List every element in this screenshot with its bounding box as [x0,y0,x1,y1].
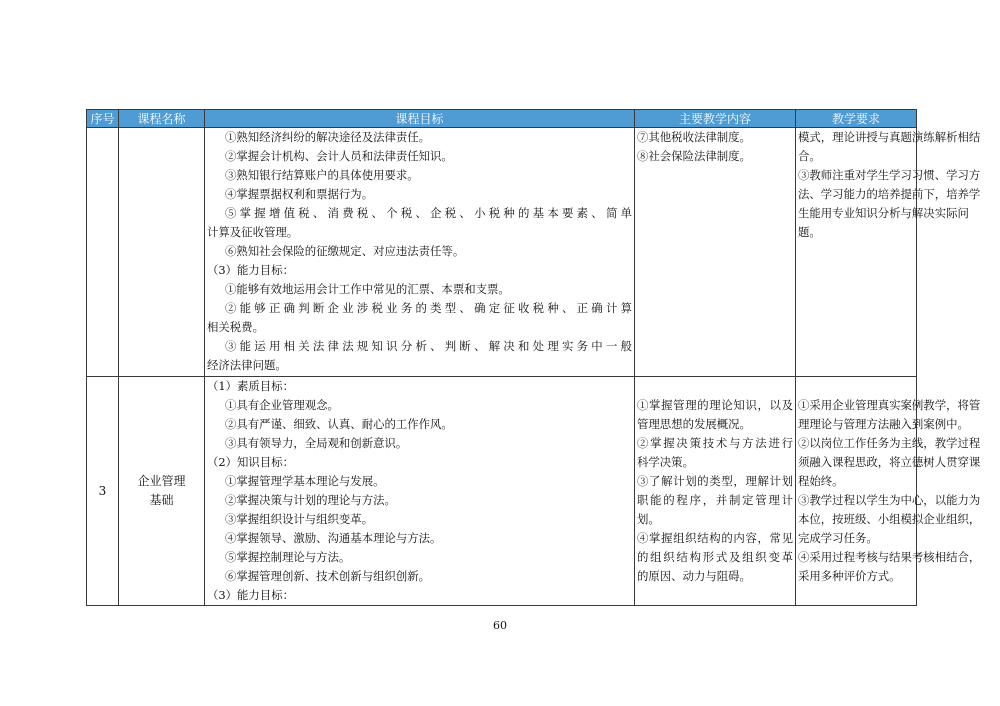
course-table [86,109,981,606]
goal-line: ①掌握管理学基本理论与发展。 [225,474,385,488]
goal-line: 计算及征收管理。 [207,225,299,239]
goal-line: ③掌握组织设计与组织变革。 [225,512,374,526]
header-row [87,110,917,128]
requirement-line: 程始终。 [798,474,844,488]
header-course-name: 课程名称 [119,110,205,128]
goal-line: ②具有严谨、细致、认真、耐心的工作作风。 [225,417,453,431]
goal-line: ④掌握领导、激励、沟通基本理论与方法。 [225,531,442,545]
content-line: ⑦其他税收法律制度。 [637,130,751,144]
goal-section-heading: （3）能力目标： [207,263,294,277]
page-number: 60 [493,619,507,632]
requirements-cell [796,377,981,606]
goal-section-heading: （1）素质目标： [207,379,294,393]
content-line: 职能的程序，并制定管理计 [637,493,793,507]
goal-line: ④掌握票据权利和票据行为。 [225,187,374,201]
table-row [87,377,917,606]
content-line: 管理思想的发展概况。 [637,417,751,431]
header-course-goals: 课程目标 [205,110,635,128]
row-index-cell: 3 [87,377,119,606]
requirement-line: 本位，按班级、小组模拟企业组织， [798,512,981,526]
content-line: ④掌握组织结构的内容，常见 [637,531,793,545]
requirement-line: 理理论与管理方法融入到案例中。 [798,417,969,431]
requirement-line: ④采用过程考核与结果考核相结合， [798,550,981,564]
requirement-line: 须融入课程思政，将立德树人贯穿课 [798,455,981,469]
content-line: 的原因、动力与阻碍。 [637,569,751,583]
main-content-cell [635,377,796,606]
course-name-cell [119,377,205,606]
requirement-line: ③教师注重对学生学习习惯、学习方 [798,168,981,182]
requirement-line [798,377,914,396]
requirements-cell [796,128,981,377]
requirement-line: 模式，理论讲授与真题演练解析相结 [798,130,981,144]
requirement-line: 法、学习能力的培养提前下，培养学 [798,187,981,201]
table-row [87,128,917,377]
main-content-cell [635,128,796,377]
course-goals-cell [205,128,635,377]
goal-line: 经济法律问题。 [207,358,287,372]
row-index-cell [87,128,119,377]
requirement-line: ②以岗位工作任务为主线，教学过程 [798,436,981,450]
requirement-line: ①采用企业管理真实案例教学，将管 [798,398,981,412]
goal-line: 相关税费。 [207,320,264,334]
requirement-line: 生能用专业知识分析与解决实际问 [798,206,969,220]
goal-line: ①熟知经济纠纷的解决途径及法律责任。 [225,130,431,144]
goal-line: ①能够有效地运用会计工作中常见的汇票、本票和支票。 [225,282,510,296]
requirement-line: ③教学过程以学生为中心，以能力为 [798,493,981,507]
requirement-line: 合。 [798,149,821,163]
goal-line: ②掌握决策与计划的理论与方法。 [225,493,396,507]
goal-line: ②能够正确判断企业涉税业务的类型、确定征收税种、正确计算 [225,301,632,315]
goal-line: ③具有领导力，全局观和创新意识。 [225,436,408,450]
goal-line: ⑥掌握管理创新、技术创新与组织创新。 [225,569,431,583]
course-name-line: 企业管理 [137,474,186,488]
content-line: 的组织结构形式及组织变革 [637,550,793,564]
content-line [637,377,793,396]
header-main-content: 主要教学内容 [635,110,796,128]
goal-section-heading: （2）知识目标： [207,455,294,469]
goal-line: ⑥熟知社会保险的征缴规定、对应违法责任等。 [225,244,465,258]
content-line: 科学决策。 [637,455,694,469]
course-goals-cell [205,377,635,606]
goal-line: ②掌握会计机构、会计人员和法律责任知识。 [225,149,453,163]
course-name-cell [119,128,205,377]
content-line: ①掌握管理的理论知识，以及 [637,398,793,412]
requirement-line: 采用多种评价方式。 [798,569,901,583]
content-line: ⑧社会保险法律制度。 [637,149,751,163]
requirement-line: 完成学习任务。 [798,531,878,545]
goal-line: ⑤掌握增值税、消费税、个税、企税、小税种的基本要素、简单 [225,206,632,220]
content-line: ②掌握决策技术与方法进行 [637,436,793,450]
content-line: 划。 [637,512,660,526]
goal-line: ⑤掌握控制理论与方法。 [225,550,351,564]
requirement-line: 题。 [798,225,821,239]
content-line: ③了解计划的类型，理解计划 [637,474,793,488]
goal-line: ③能运用相关法律法规知识分析、判断、解决和处理实务中一般 [225,339,632,353]
course-name-line: 基础 [149,493,174,507]
goal-line: ③熟知银行结算账户的具体使用要求。 [225,168,419,182]
header-requirements: 教学要求 [796,110,917,128]
goal-section-heading: （3）能力目标： [207,588,294,602]
header-index: 序号 [87,110,119,128]
goal-line: ①具有企业管理观念。 [225,398,339,412]
